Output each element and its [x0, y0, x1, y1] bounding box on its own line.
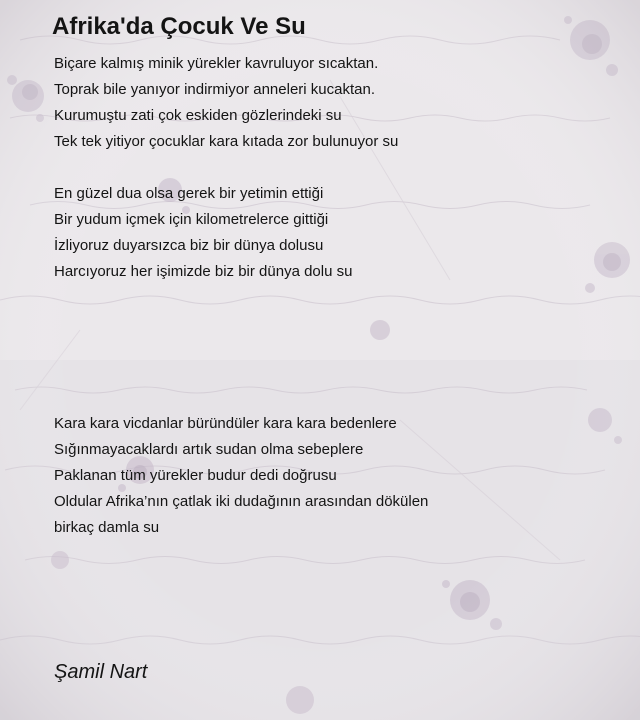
poem-line: Kara kara vicdanlar büründüler kara kara bedenlere — [54, 415, 397, 432]
stanza-2 — [54, 181, 352, 285]
poem-line: Harcıyoruz her işimizde biz bir dünya dolu su — [54, 263, 353, 280]
poem-line: En güzel dua olsa gerek bir yetimin ettiği — [54, 185, 324, 202]
stanza-3 — [54, 411, 428, 541]
poem-line: Toprak bile yanıyor indirmiyor anneleri kucaktan. — [54, 81, 375, 98]
poem-line: İzliyoruz duyarsızca biz bir dünya dolusu — [54, 237, 324, 254]
poem-author: Şamil Nart — [54, 661, 148, 683]
poem-title: Afrika'da Çocuk Ve Su — [52, 13, 306, 40]
poem-line: Bir yudum içmek için kilometrelerce gittiği — [54, 211, 329, 228]
poem-line: Kurumuştu zati çok eskiden gözlerindeki su — [54, 107, 342, 124]
poem-line: Biçare kalmış minik yürekler kavruluyor sıcaktan. — [54, 55, 379, 72]
stanza-1 — [54, 51, 398, 155]
poem-line: Oldular Afrika’nın çatlak iki dudağının arasından dökülen — [54, 493, 429, 510]
poem-line: Paklanan tüm yürekler budur dedi doğrusu — [54, 467, 337, 484]
poem-line: birkaç damla su — [54, 519, 160, 536]
poem-line: Tek tek yitiyor çocuklar kara kıtada zor bulunuyor su — [54, 133, 399, 150]
poem-line: Sığınmayacaklardı artık sudan olma sebeplere — [54, 441, 364, 458]
